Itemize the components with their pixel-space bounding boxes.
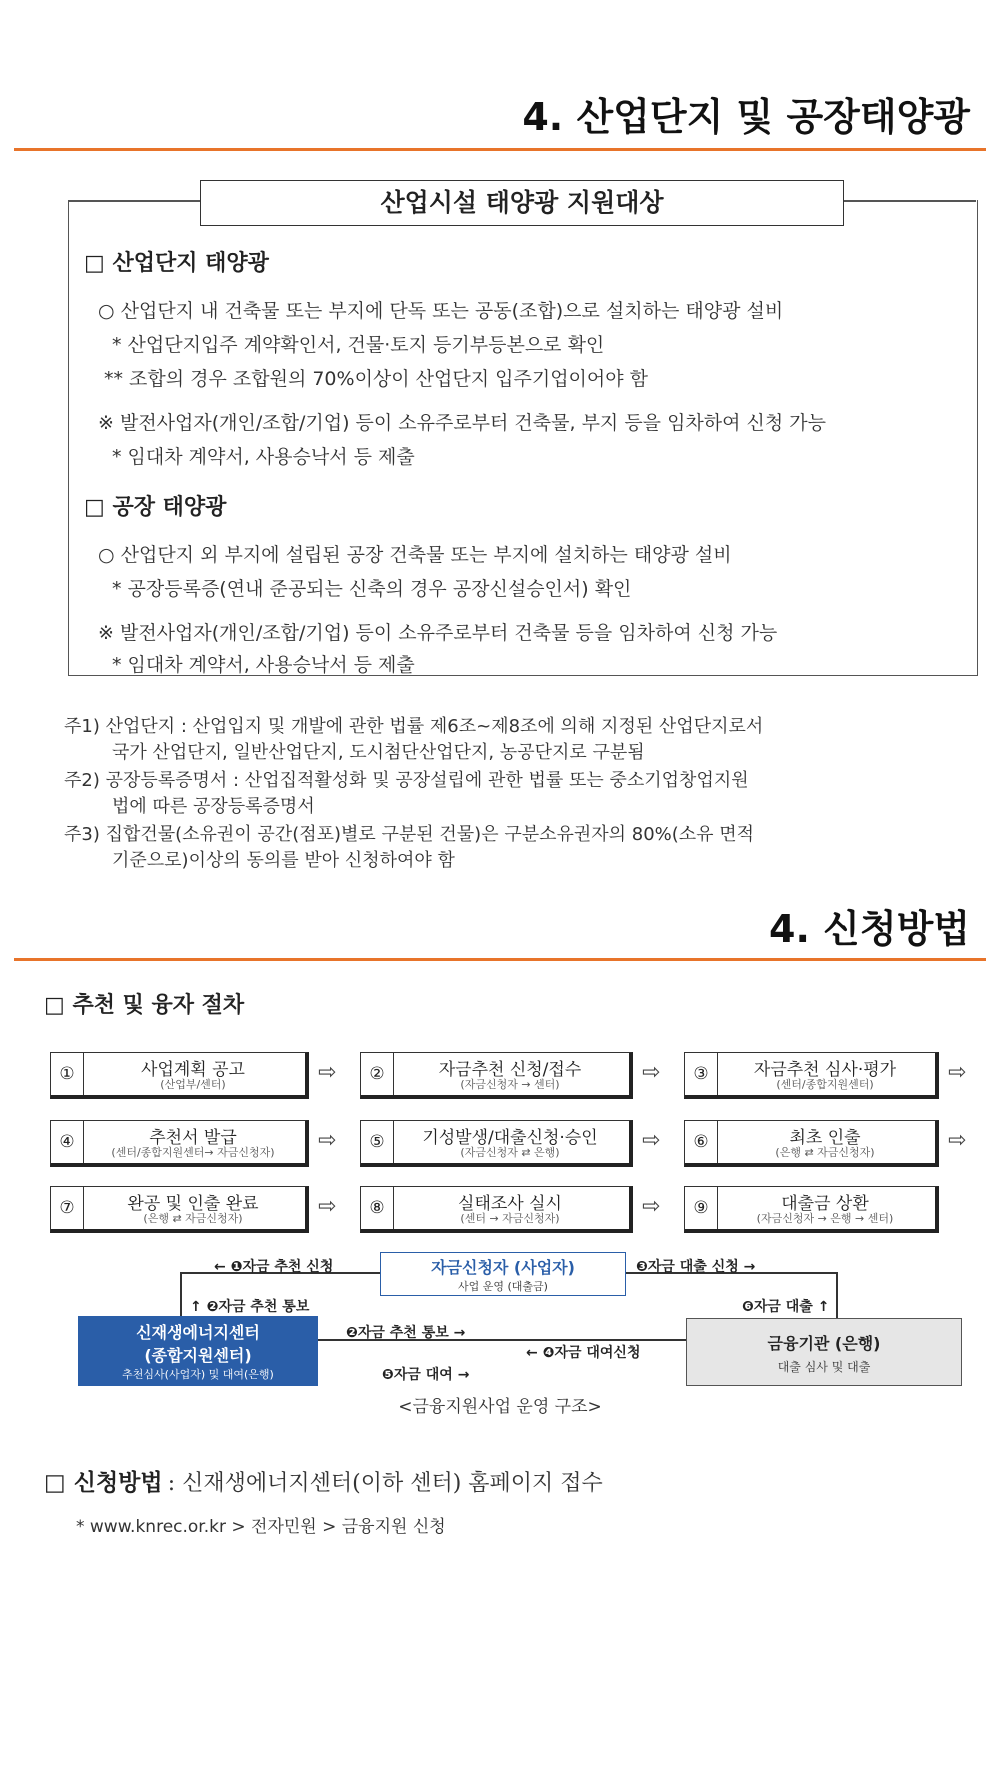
right-arrow-icon: ⇨ — [642, 1128, 661, 1153]
step-title: 사업계획 공고 — [141, 1060, 245, 1080]
frame-border — [68, 200, 201, 202]
applicant-title: 자금신청자 (사업자) — [431, 1258, 575, 1277]
flow-label: ❸자금 대출 신청 → — [636, 1259, 756, 1275]
step-sub: (은행 ⇄ 자금신청자) — [775, 1146, 875, 1159]
right-arrow-icon: ⇨ — [948, 1060, 967, 1085]
applicant-sub: 사업 운영 (대출금) — [458, 1280, 548, 1293]
center-sub: 추천심사(사업자) 및 대여(은행) — [122, 1368, 274, 1381]
factory-line: ○ 산업단지 외 부지에 설립된 공장 건축물 또는 부지에 설치하는 태양광 설비 — [98, 544, 732, 566]
step-title: 추천서 발급 — [149, 1128, 237, 1148]
industrial-line: ※ 발전사업자(개인/조합/기업) 등이 소유주로부터 건축물, 부지 등을 임차하여 신청 가능 — [98, 412, 826, 434]
flow-label: ← ❹자금 대여신청 — [526, 1345, 641, 1361]
section-title-industrial: 4. 산업단지 및 공장태양광 — [522, 95, 970, 139]
footnote: 주2) 공장등록증명서 : 산업집적활성화 및 공장설립에 관한 법률 또는 중소기업창업지원 — [64, 770, 749, 791]
title-rule — [14, 958, 986, 961]
method-text: : 신재생에너지센터(이하 센터) 홈페이지 접수 — [167, 1471, 603, 1496]
title-rule — [14, 148, 986, 151]
step-sub: (자금신청자 → 은행 → 센터) — [756, 1212, 894, 1225]
step-number: ④ — [51, 1121, 84, 1163]
diagram-caption: <금융지원사업 운영 구조> — [398, 1397, 602, 1417]
industrial-line: * 임대차 계약서, 사용승낙서 등 제출 — [112, 446, 415, 468]
flow-label: ← ❶자금 추천 신청 — [214, 1259, 334, 1275]
right-arrow-icon: ⇨ — [948, 1128, 967, 1153]
industrial-line: * 산업단지입주 계약확인서, 건물·토지 등기부등본으로 확인 — [112, 334, 605, 356]
step-number: ③ — [685, 1053, 718, 1095]
method-label: □ 신청방법 — [44, 1470, 163, 1496]
factory-line: * 임대차 계약서, 사용승낙서 등 제출 — [112, 654, 415, 676]
step-sub: (자금신청자 ⇄ 은행) — [460, 1146, 560, 1159]
step-number: ⑦ — [51, 1187, 84, 1229]
step-title: 실태조사 실시 — [458, 1194, 562, 1214]
industrial-heading: □ 산업단지 태양광 — [84, 251, 269, 276]
flow-label: ❷자금 추천 통보 → — [346, 1325, 466, 1341]
step-sub: (센터/종합지원센터→ 자금신청자) — [111, 1146, 275, 1159]
right-arrow-icon: ⇨ — [642, 1060, 661, 1085]
footnote: 기준으로)이상의 동의를 받아 신청하여야 함 — [112, 850, 455, 871]
flow-line — [180, 1272, 182, 1320]
flow-label: ❻자금 대출 ↑ — [742, 1299, 830, 1315]
method-row — [44, 1464, 603, 1497]
step-sub: (자금신청자 → 센터) — [460, 1078, 560, 1091]
center-node — [78, 1316, 318, 1386]
applicant-node — [380, 1252, 626, 1296]
right-arrow-icon: ⇨ — [318, 1060, 337, 1085]
step-number: ⑧ — [361, 1187, 394, 1229]
step-box — [50, 1186, 309, 1233]
step-title: 자금추천 심사·평가 — [753, 1060, 897, 1080]
step-box — [50, 1052, 309, 1099]
section-title-method: 4. 신청방법 — [769, 907, 970, 951]
bank-title: 금융기관 (은행) — [767, 1334, 881, 1353]
step-box — [684, 1120, 939, 1167]
bank-sub: 대출 심사 및 대출 — [777, 1360, 871, 1374]
footnote: 주1) 산업단지 : 산업입지 및 개발에 관한 법률 제6조~제8조에 의해 지정된 산업단지로서 — [64, 716, 764, 737]
step-number: ① — [51, 1053, 84, 1095]
step-sub: (은행 ⇄ 자금신청자) — [143, 1212, 243, 1225]
step-number: ⑥ — [685, 1121, 718, 1163]
right-arrow-icon: ⇨ — [318, 1128, 337, 1153]
step-box — [50, 1120, 309, 1167]
industrial-line: ** 조합의 경우 조합원의 70%이상이 산업단지 입주기업이어야 함 — [104, 368, 649, 390]
frame-border — [842, 200, 976, 202]
center-title: (종합지원센터) — [144, 1346, 252, 1365]
step-title: 기성발생/대출신청·승인 — [422, 1128, 598, 1148]
factory-heading: □ 공장 태양광 — [84, 495, 227, 520]
step-box — [360, 1120, 633, 1167]
step-sub: (센터 → 자금신청자) — [460, 1212, 560, 1225]
step-title: 대출금 상환 — [781, 1194, 869, 1214]
footnote: 주3) 집합건물(소유권이 공간(점포)별로 구분된 건물)은 구분소유권자의 80%(소유 면적 — [64, 824, 755, 845]
step-box — [360, 1052, 633, 1099]
step-number: ⑨ — [685, 1187, 718, 1229]
right-arrow-icon: ⇨ — [318, 1194, 337, 1219]
flow-label: ↑ ❷자금 추천 통보 — [190, 1299, 310, 1315]
support-target-title: 산업시설 태양광 지원대상 — [200, 180, 844, 226]
industrial-line: ○ 산업단지 내 건축물 또는 부지에 단독 또는 공동(조합)으로 설치하는 태양광 설비 — [98, 300, 784, 322]
procedure-heading: □ 추천 및 융자 절차 — [44, 993, 245, 1018]
center-title: 신재생에너지센터 — [136, 1323, 260, 1342]
right-arrow-icon: ⇨ — [642, 1194, 661, 1219]
bank-node — [686, 1318, 962, 1386]
factory-line: ※ 발전사업자(개인/조합/기업) 등이 소유주로부터 건축물 등을 임차하여 신청 가능 — [98, 622, 778, 644]
step-box — [684, 1186, 939, 1233]
step-box — [360, 1186, 633, 1233]
step-box — [684, 1052, 939, 1099]
step-title: 최초 인출 — [789, 1128, 861, 1148]
step-title: 완공 및 인출 완료 — [127, 1194, 259, 1214]
footnote: 국가 산업단지, 일반산업단지, 도시첨단산업단지, 농공단지로 구분됨 — [112, 742, 645, 763]
step-sub: (산업부/센터) — [160, 1078, 226, 1091]
website-path: * www.knrec.or.kr > 전자민원 > 금융지원 신청 — [76, 1517, 446, 1537]
step-sub: (센터/종합지원센터) — [776, 1078, 874, 1091]
footnote: 법에 따른 공장등록증명서 — [112, 796, 315, 817]
step-title: 자금추천 신청/접수 — [438, 1060, 582, 1080]
step-number: ② — [361, 1053, 394, 1095]
factory-line: * 공장등록증(연내 준공되는 신축의 경우 공장신설승인서) 확인 — [112, 578, 632, 600]
step-number: ⑤ — [361, 1121, 394, 1163]
flow-label: ❺자금 대여 → — [382, 1367, 470, 1383]
flow-line — [836, 1272, 838, 1320]
